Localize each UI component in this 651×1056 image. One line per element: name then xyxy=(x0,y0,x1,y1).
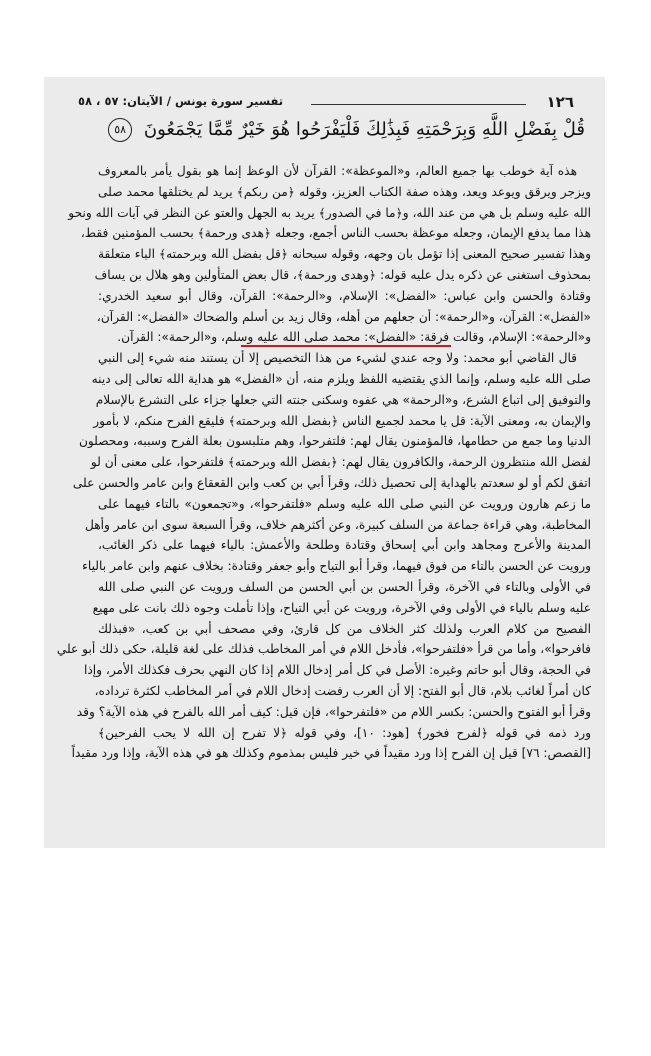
text-line: و«الرحمة»: الإسلام، وقالت فرقة: «الفضل»: محمد صلى الله عليه وسلم، و«الرحمة»: القرآن. xyxy=(98,327,591,348)
text-line: وقرأ أبو الفتوح والحسن: بكسر اللام من «فلتفرحوا»، فإن قيل: كيف أمر الله بالفرح في هذه الآية؟ وقد xyxy=(76,704,591,719)
text-line: وقتادة والحسن وابن عباس: «الفضل»: الإسلام، و«الرحمة»: القرآن، وقال أبو سعيد الخدري: xyxy=(98,288,591,303)
text-line: المخاطبة، وهي قراءة جماعة من السلف كبيرة، وعن أكثرهم خلاف، وقرأ السبعة سوى ابن عامر وأهل xyxy=(84,517,591,532)
text-line: الفصيح من كلام العرب ولذلك كثر الخلاف من كل قارئ، وفي مصحف أبي بن كعب، «فبذلك xyxy=(98,621,591,636)
running-title: تفسير سورة يونس / الآيتان: ٥٧ ، ٥٨ xyxy=(78,94,284,108)
text-line: والإيمان به، ومعنى الآية: قل يا محمد لجميع الناس ﴿بفضل الله وبرحمته﴾ فليقع الفرح منكم، لا بأمور xyxy=(93,413,591,428)
text-line: ورد ذمه في قوله ﴿لفرح فخور﴾ [هود: ١٠]، وفي قوله ﴿لا تفرح إن الله لا يحب الفرحين﴾ xyxy=(98,725,591,740)
text-line: هذه آية خوطب بها جميع العالم، و«الموعظة»: القرآن لأن الوعظ إنما هو بقول يأمر بالمعروف xyxy=(98,164,577,178)
page-header xyxy=(78,93,574,115)
verse-number-marker: ٥٨ xyxy=(108,118,132,142)
text-line: لفضل الله منتظرون الرحمة، والكافرون يقال لهم: ﴿بفضل الله وبرحمته﴾ فلتفرحوا، على معنى أن لو xyxy=(90,455,591,470)
text-line: قال القاضي أبو محمد: ولا وجه عندي لشيء من هذا التخصيص إلا أن يستند منه شيء إلى النبي xyxy=(98,351,577,366)
quran-verse xyxy=(114,118,585,150)
text-line: وهذا تفسير صحيح المعنى إذا تؤمل بان وجهه، وقوله سبحانه ﴿قل بفضل الله وبرحمته﴾ الباء متعلقة xyxy=(98,247,591,262)
text-line: بمحذوف استغنى عن ذكره يدل عليه قوله: ﴿وهدى ورحمة﴾، قال بعض المتأولين وهو هلال بن يساف xyxy=(94,267,591,282)
text-line: الدنيا وما جمع من حطامها، فالمؤمنون يقال لهم: فلتفرحوا، وهم متلبسون بعلة الفرح وسببه، ومحصلون xyxy=(78,434,591,449)
text-line: في الحجة، وقال أبو حاتم وغيره: الأصل في كل أمر إدخال اللام إذا كان النهي بحرف فكذلك الأمر، وإذا xyxy=(83,663,591,678)
text-line: اتفق لكم أو لو سعدتم بالهداية إلى تحصيل ذلك، وقرأ أبي بن كعب وابن القعقاع وابن عامر والحسن على xyxy=(72,475,591,490)
text-line: [القصص: ٧٦] قيل إن الفرح إذا ورد مقيداً في خير فليس بمذموم وكذلك هو في هذه الآية، وإذا ورد مقيداً xyxy=(71,746,591,761)
text-line: والتوفيق إلى اتباع الشرع، و«الرحمة» هي عفوه وسكنى جنته التي جعلها جزاء على التشرع بالإسلام xyxy=(95,392,591,407)
text-line: ورويت عن الحسن بالتاء من فوق فيهما، وقرأ أبو التياح وأبو جعفر وقتادة: بخلاف عنهم وابن عامر بالياء xyxy=(82,559,591,574)
text-line: فافرحوا»، وأما من قرأ «فلتفرحوا»، فأدخل اللام في أمر المخاطب فذلك على لغة قليلة، حكى ذلك أبو علي xyxy=(56,642,591,657)
text-line: الله عليه وسلم بل هي من عند الله، و﴿ما في الصدور﴾ يريد به الجهل والعتو عن النظر في آيات الله ونحو xyxy=(68,205,591,220)
text-line: هذا مما يدفع الإيمان، وجعله موعظة بحسب الناس أجمع، وجعله ﴿هدى ورحمة﴾ بحسب المؤمنين فقط، xyxy=(80,226,591,241)
page-number: ١٢٦ xyxy=(546,93,574,111)
text-line: صلى الله عليه وسلم، وإنما الذي يقتضيه اللفظ ويلزم منه، أن «الفضل» هو هداية الله تعالى إلى دينه xyxy=(91,371,591,386)
text-line: المدينة والأعرج ومجاهد وابن أبي إسحاق وقتادة وطلحة والأعمش: بالياء فيهما على ذكر الغائب، xyxy=(98,538,591,553)
text-line: ما زعم هارون ورويت عن النبي صلى الله عليه وسلم «فلتفرحوا»، و«تجمعون» بالتاء فيهما على xyxy=(98,496,591,511)
commentary-body xyxy=(56,161,591,764)
text-line: ويزجر ويرقق ويوعد ويعد، وهذه صفة الكتاب العزيز، وقوله ﴿من ربكم﴾ يريد لم يختلقها محمد صلى xyxy=(98,184,591,199)
text-line: كان أمراً لغائب بلام، قال أبو الفتح: إلا أن العرب رفضت إدخال اللام في أمر المخاطب لكثرة ترداده، xyxy=(94,683,591,698)
header-rule xyxy=(311,104,526,105)
text-line: عليه وسلم بالياء في الأولى وفي الآخرة، ورويت عن أبي التياح، وإذا تأملت وجوه ذلك بانت على مهيع xyxy=(92,600,591,615)
text-line: في الأولى وبالتاء في الآخرة، وقرأ الحسن بن أبي الحسن من السلف ورويت عن النبي صلى الله xyxy=(98,579,591,594)
verse-text: قُلْ بِفَضْلِ اللَّهِ وَبِرَحْمَتِهِ فَبِذَٰلِكَ فَلْيَفْرَحُوا هُوَ خَيْرٌ مِّمَّا يَجْمَعُونَ xyxy=(143,119,585,140)
text-line: «الفضل»: القرآن، و«الرحمة»: أن جعلهم من أهله، وقال زيد بن أسلم والضحاك «الفضل»: القرآن، xyxy=(96,309,591,324)
